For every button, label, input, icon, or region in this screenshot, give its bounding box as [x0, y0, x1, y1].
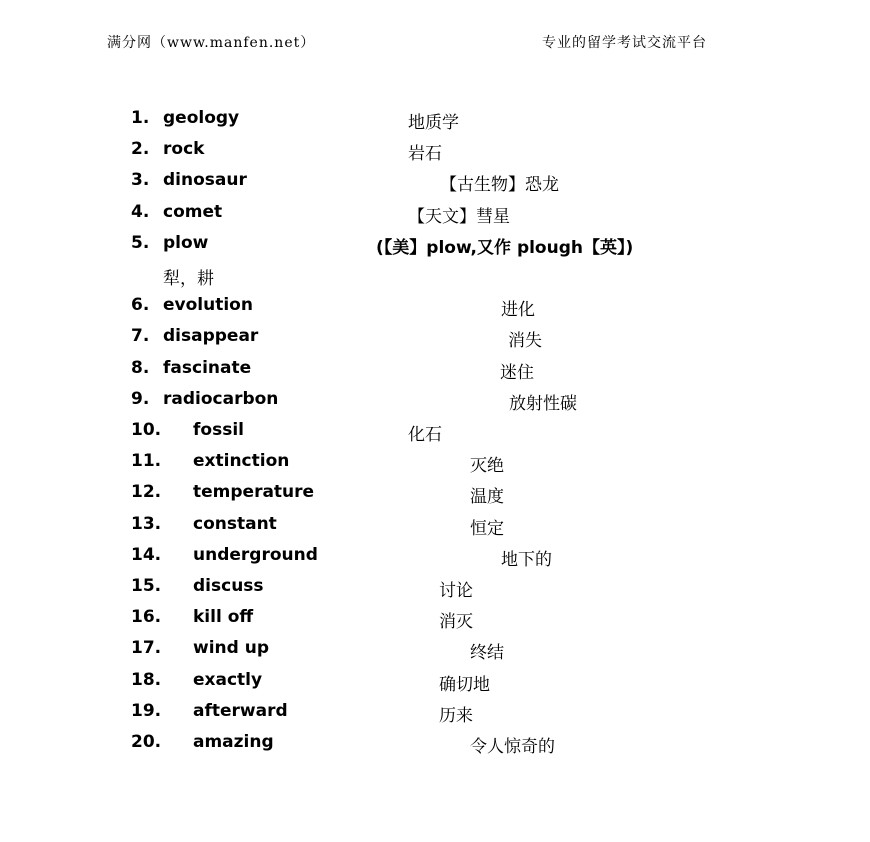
entry-number: 8. — [131, 358, 150, 378]
vocab-entry — [0, 638, 870, 662]
vocab-entry — [0, 233, 870, 257]
entry-word: afterward — [193, 701, 288, 721]
entry-word: constant — [193, 514, 277, 534]
entry-meaning: 【天文】彗星 — [408, 207, 510, 227]
entry-word: geology — [163, 108, 240, 128]
entry-word: radiocarbon — [163, 389, 279, 409]
entry-number: 14. — [131, 545, 162, 565]
entry-number: 10. — [131, 420, 162, 440]
entry-meaning: 确切地 — [439, 675, 490, 695]
entry-meaning: 地质学 — [408, 113, 459, 133]
vocab-entry — [0, 545, 870, 569]
entry-meaning: 历来 — [439, 706, 473, 726]
entry-number: 6. — [131, 295, 150, 315]
entry-number: 3. — [131, 170, 150, 190]
entry-meaning: 【古生物】恐龙 — [440, 175, 559, 195]
entry-number: 5. — [131, 233, 150, 253]
entry-word: discuss — [193, 576, 264, 596]
entry-word: fossil — [193, 420, 244, 440]
entry-word: plow — [163, 233, 209, 253]
entry-number: 19. — [131, 701, 162, 721]
entry-number: 20. — [131, 732, 162, 752]
entry-meaning: 迷住 — [500, 363, 534, 383]
entry-meaning: 岩石 — [408, 144, 442, 164]
entry-word: fascinate — [163, 358, 252, 378]
entry-number: 7. — [131, 326, 150, 346]
vocab-entry — [0, 451, 870, 475]
entry-meaning: 放射性碳 — [509, 394, 577, 414]
entry-meaning: 讨论 — [439, 581, 473, 601]
entry-meaning: 恒定 — [470, 519, 504, 539]
entry-number: 11. — [131, 451, 162, 471]
entry-meaning: 灭绝 — [470, 456, 504, 476]
entry-word: amazing — [193, 732, 274, 752]
entry-number: 12. — [131, 482, 162, 502]
vocab-entry — [0, 389, 870, 413]
entry-word: temperature — [193, 482, 315, 502]
entry-meaning: 温度 — [470, 487, 504, 507]
vocab-entry — [0, 607, 870, 631]
entry-word: wind up — [193, 638, 269, 658]
vocab-entry — [0, 576, 870, 600]
vocab-entry — [0, 326, 870, 350]
entry-number: 15. — [131, 576, 162, 596]
entry-number: 13. — [131, 514, 162, 534]
entry-word: comet — [163, 202, 223, 222]
vocab-entry — [0, 732, 870, 756]
vocab-entry — [0, 202, 870, 226]
entry-meaning: 化石 — [408, 425, 442, 445]
vocab-entry — [0, 420, 870, 444]
entry-number: 17. — [131, 638, 162, 658]
vocab-entry — [0, 358, 870, 382]
entry-word: dinosaur — [163, 170, 247, 190]
entry-number: 4. — [131, 202, 150, 222]
vocab-entry — [0, 514, 870, 538]
entry-meaning: 消失 — [508, 331, 542, 351]
entry-number: 16. — [131, 607, 162, 627]
entry-meaning: 消灭 — [439, 612, 473, 632]
entry-word: evolution — [163, 295, 253, 315]
entry-word: kill off — [193, 607, 254, 627]
entry-word: extinction — [193, 451, 290, 471]
entry-number: 18. — [131, 670, 162, 690]
entry-word: exactly — [193, 670, 263, 690]
entry-number: 9. — [131, 389, 150, 409]
vocab-entry — [0, 295, 870, 319]
entry-word: underground — [193, 545, 318, 565]
entry-meaning: 地下的 — [501, 550, 552, 570]
entry-number: 2. — [131, 139, 150, 159]
header-tagline: 专业的留学考试交流平台 — [542, 35, 707, 51]
entry-meaning: (【美】plow,又作 plough【英】) — [376, 238, 634, 258]
entry-meaning: 进化 — [501, 300, 535, 320]
entry-number: 1. — [131, 108, 150, 128]
vocab-entry — [0, 482, 870, 506]
vocab-entry — [0, 108, 870, 132]
entry-word: disappear — [163, 326, 259, 346]
vocab-entry — [0, 670, 870, 694]
header-site-name: 满分网（www.manfen.net） — [107, 35, 316, 51]
entry-word: rock — [163, 139, 205, 159]
vocab-entry — [0, 170, 870, 194]
entry-meaning: 终结 — [470, 643, 504, 663]
entry-meaning: 令人惊奇的 — [470, 737, 555, 757]
entry-meaning-continuation: 犁，耕 — [163, 269, 214, 289]
vocab-entry — [0, 701, 870, 725]
vocab-entry — [0, 139, 870, 163]
